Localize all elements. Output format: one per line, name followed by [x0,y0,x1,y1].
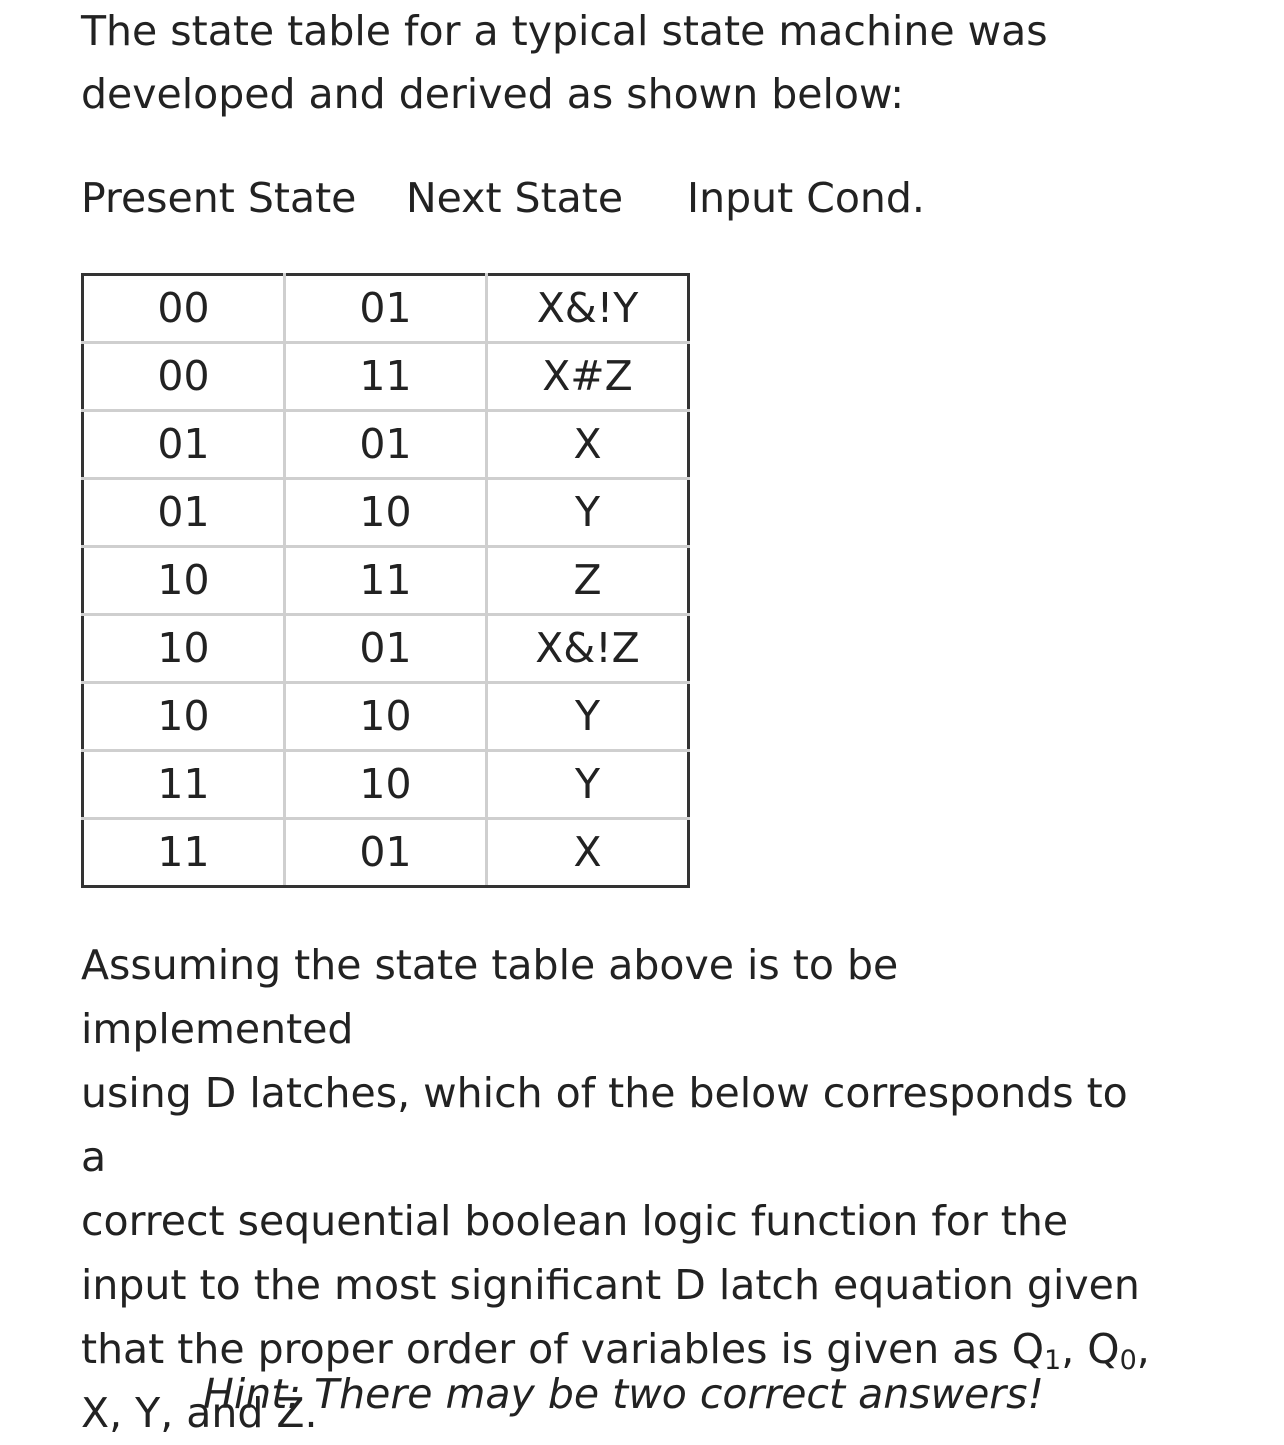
next-state-cell: 10 [284,751,486,819]
present-state-cell: 01 [83,411,285,479]
input-cond-cell: X#Z [486,343,688,411]
question-line-5-suffix: , [1136,1325,1150,1373]
question-line-1: Assuming the state table above is to be implemented [81,941,899,1053]
intro-text [81,0,1161,126]
input-cond-cell: Y [486,683,688,751]
intro-line-1: The state table for a typical state machine was [81,7,1048,55]
next-state-cell: 01 [284,615,486,683]
present-state-cell: 11 [83,819,285,887]
present-state-cell: 10 [83,547,285,615]
table-row [83,819,689,887]
table-row [83,615,689,683]
q1-subscript: 1 [1044,1345,1062,1376]
next-state-cell: 01 [284,819,486,887]
header-next-state: Next State [406,174,624,222]
next-state-cell: 10 [284,479,486,547]
next-state-cell: 11 [284,343,486,411]
table-row [83,479,689,547]
header-input-cond: Input Cond. [687,174,925,222]
present-state-cell: 10 [83,615,285,683]
table-row [83,683,689,751]
table-row [83,343,689,411]
question-line-5-sep: , Q [1061,1325,1120,1373]
input-cond-cell: X [486,819,688,887]
input-cond-cell: X&!Y [486,275,688,343]
input-cond-cell: Z [486,547,688,615]
next-state-cell: 11 [284,547,486,615]
question-line-5-prefix: that the proper order of variables is given as Q [81,1325,1045,1373]
table-row [83,547,689,615]
input-cond-cell: X [486,411,688,479]
next-state-cell: 01 [284,411,486,479]
hint-text: Hint: There may be two correct answers! [203,1370,1044,1418]
next-state-cell: 10 [284,683,486,751]
question-line-2: using D latches, which of the below corresponds to a [81,1069,1128,1181]
next-state-cell: 01 [284,275,486,343]
present-state-cell: 00 [83,343,285,411]
table-row [83,275,689,343]
present-state-cell: 10 [83,683,285,751]
question-line-6: X, Y, and Z. [81,1389,318,1437]
present-state-cell: 11 [83,751,285,819]
q0-subscript: 0 [1119,1345,1137,1376]
present-state-cell: 01 [83,479,285,547]
question-line-4: input to the most significant D latch equation given [81,1261,1140,1309]
question-line-3: correct sequential boolean logic function for the [81,1197,1069,1245]
table-row [83,411,689,479]
present-state-cell: 00 [83,275,285,343]
table-headers [0,170,1284,226]
input-cond-cell: Y [486,479,688,547]
input-cond-cell: X&!Z [486,615,688,683]
input-cond-cell: Y [486,751,688,819]
state-table [81,273,690,888]
intro-line-2: developed and derived as shown below: [81,70,905,118]
header-present-state: Present State [81,174,357,222]
table-row [83,751,689,819]
